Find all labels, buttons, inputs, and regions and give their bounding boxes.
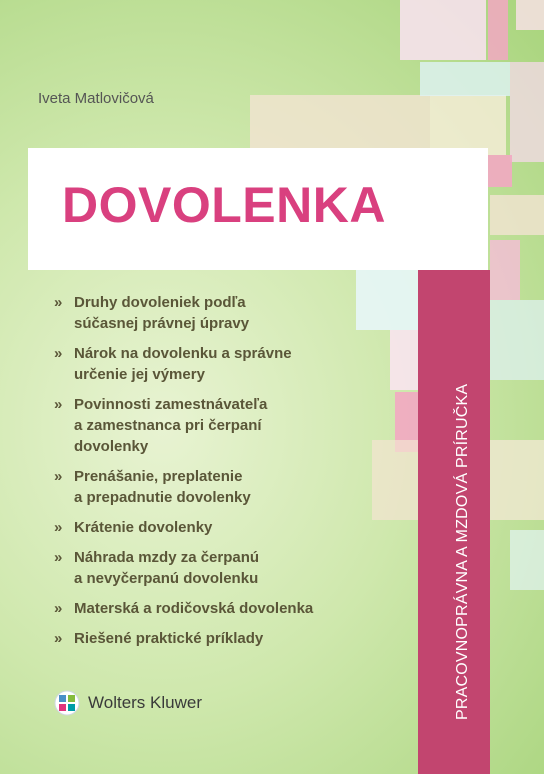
decor-square (490, 440, 544, 520)
list-item (52, 292, 412, 334)
list-item (52, 343, 412, 385)
topic-list (52, 292, 412, 658)
bullet-mark: » (54, 345, 63, 362)
decor-square (490, 300, 544, 380)
decor-square (490, 240, 520, 300)
bullet-mark: » (54, 600, 63, 617)
decor-square (490, 195, 544, 235)
bullet-mark: » (54, 630, 63, 647)
decor-square (430, 95, 506, 155)
list-item-text: Náhrada mzdy za čerpanú a nevyčerpanú dovolenku (74, 549, 260, 587)
decor-square (400, 0, 486, 60)
list-item (52, 547, 412, 589)
book-title: DOVOLENKA (62, 177, 386, 233)
list-item-text: Riešené praktické príklady (74, 630, 264, 647)
bullet-mark: » (54, 549, 63, 566)
decor-square (250, 95, 430, 155)
bullet-mark: » (54, 396, 63, 413)
list-item-text: Prenášanie, preplatenie a prepadnutie dovolenky (74, 468, 251, 506)
list-item-text: Krátenie dovolenky (74, 519, 213, 536)
list-item (52, 628, 412, 649)
list-item-text: Povinnosti zamestnávateľa a zamestnanca pri čerpaní dovolenky (74, 396, 268, 455)
bullet-mark: » (54, 519, 63, 536)
decor-square (510, 62, 544, 162)
list-item-text: Nárok na dovolenku a správne určenie jej výmery (74, 345, 292, 383)
decor-square (488, 155, 512, 187)
publisher-logo (54, 690, 202, 716)
author-name: Iveta Matlovičová (38, 90, 154, 107)
decor-square (510, 530, 544, 590)
wolters-kluwer-logo-icon (54, 690, 80, 716)
list-item (52, 517, 412, 538)
list-item (52, 466, 412, 508)
publisher-name: Wolters Kluwer (88, 693, 202, 712)
decor-square (516, 0, 544, 30)
decor-square (488, 0, 508, 60)
list-item (52, 598, 412, 619)
list-item (52, 394, 412, 457)
bullet-mark: » (54, 468, 63, 485)
side-subtitle: PRACOVNOPRÁVNA A MZDOVÁ PRÍRUČKA (454, 383, 471, 720)
bullet-mark: » (54, 294, 63, 311)
list-item-text: Materská a rodičovská dovolenka (74, 600, 314, 617)
list-item-text: Druhy dovoleniek podľa súčasnej právnej úpravy (74, 294, 250, 332)
decor-square (420, 62, 510, 96)
